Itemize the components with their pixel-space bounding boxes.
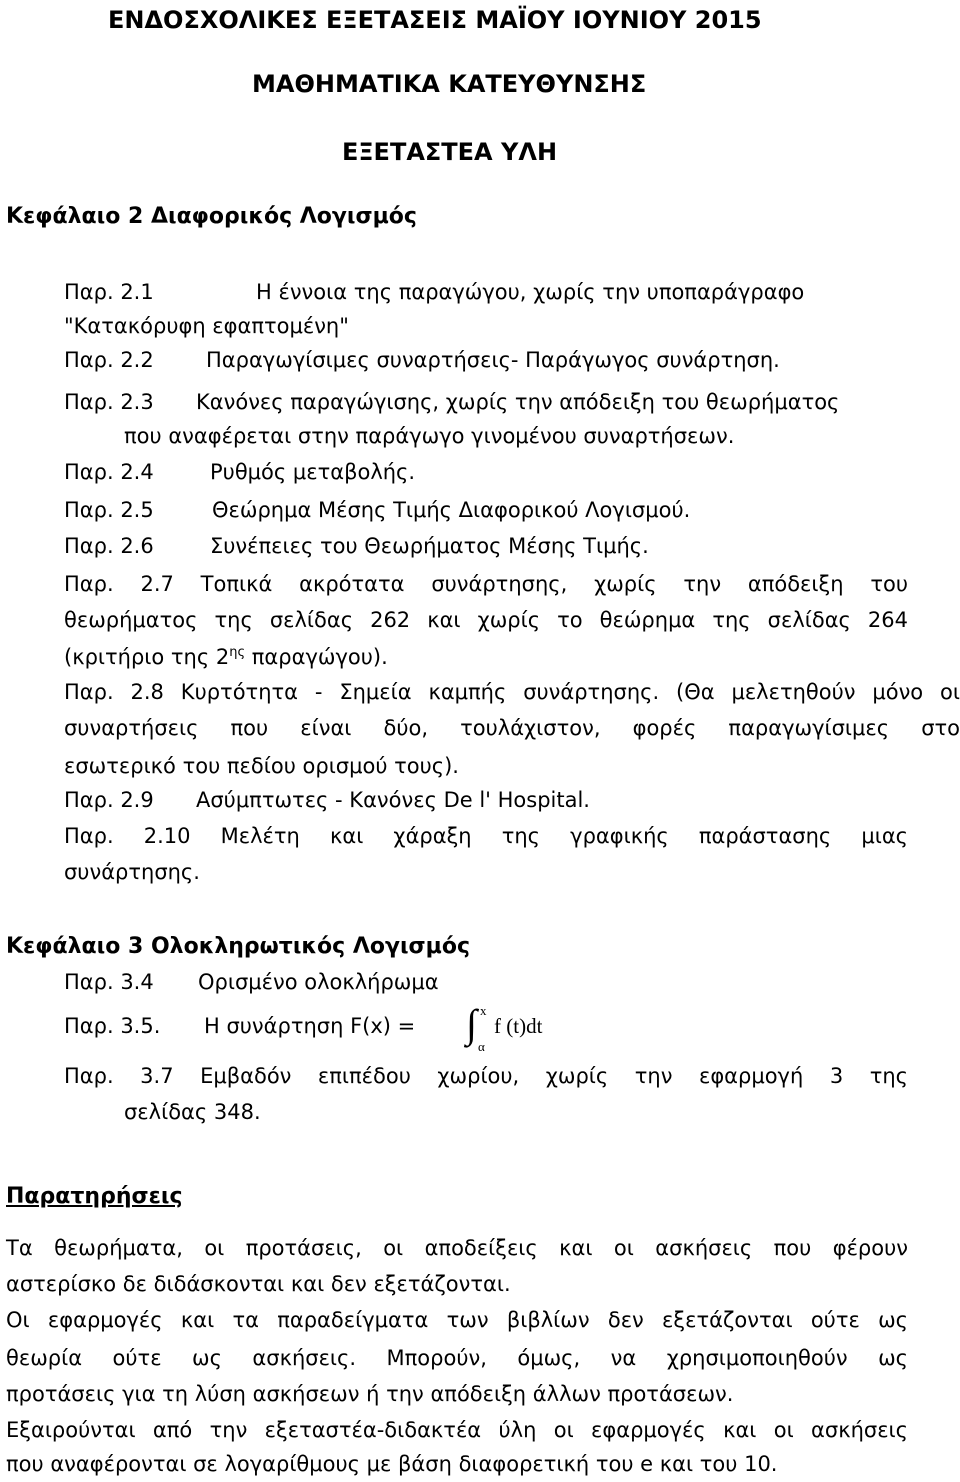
par-2-1-number: Παρ. 2.1: [64, 280, 154, 304]
par-2-4-number: Παρ. 2.4: [64, 460, 154, 484]
notes-heading: Παρατηρήσεις: [6, 1184, 183, 1209]
par-2-3-number: Παρ. 2.3: [64, 390, 154, 414]
par-2-9-number: Παρ. 2.9: [64, 788, 154, 812]
par-2-8-line-2: συναρτήσεις που είναι δύο, τουλάχιστον, φορές παραγωγίσιμες στο: [64, 716, 960, 740]
note-3-line-1: Εξαιρούνται από την εξεταστέα-διδακτέα ύλη οι εφαρμογές και οι ασκήσεις: [6, 1418, 908, 1442]
par-3-5-text: Η συνάρτηση F(x) =: [204, 1014, 416, 1038]
par-3-5-number: Παρ. 3.5.: [64, 1014, 161, 1038]
par-3-7-line-1: Παρ. 3.7 Εμβαδόν επιπέδου χωρίου, χωρίς την εφαρμογή 3 της: [64, 1064, 908, 1088]
par-2-5-text: Θεώρημα Μέσης Τιμής Διαφορικού Λογισμού.: [212, 498, 691, 522]
note-2-line-2: θεωρία ούτε ως ασκήσεις. Μπορούν, όμως, να χρησιμοποιηθούν ως: [6, 1346, 908, 1370]
chapter-3-heading: Κεφάλαιο 3 Ολοκληρωτικός Λογισμός: [6, 934, 471, 959]
par-2-5-number: Παρ. 2.5: [64, 498, 154, 522]
par-2-3-continuation: που αναφέρεται στην παράγωγο γινομένου συναρτήσεων.: [124, 424, 735, 448]
integrand: f (t)dt: [494, 1014, 543, 1038]
note-1-line-2: αστερίσκο δε διδάσκονται και δεν εξετάζονται.: [6, 1272, 511, 1296]
par-2-9-text: Ασύμπτωτες - Κανόνες De l' Hospital.: [196, 788, 590, 812]
par-2-2-text: Παραγωγίσιμες συναρτήσεις- Παράγωγος συνάρτηση.: [206, 348, 780, 372]
par-3-4-text: Ορισμένο ολοκλήρωμα: [198, 970, 439, 994]
note-2-line-1: Οι εφαρμογές και τα παραδείγματα των βιβλίων δεν εξετάζονται ούτε ως: [6, 1308, 908, 1332]
note-1-line-1: Τα θεωρήματα, οι προτάσεις, οι αποδείξεις και οι ασκήσεις που φέρουν: [6, 1236, 908, 1260]
par-2-7-line-1: Παρ. 2.7 Τοπικά ακρότατα συνάρτησης, χωρίς την απόδειξη του: [64, 572, 908, 596]
document-title: ΕΝΔΟΣΧΟΛΙΚΕΣ ΕΞΕΤΑΣΕΙΣ ΜΑΪΟΥ ΙΟΥΝΙΟΥ 2015: [108, 6, 762, 34]
par-2-8-line-3: εσωτερικό του πεδίου ορισμού τους).: [64, 754, 459, 778]
par-2-4-text: Ρυθμός μεταβολής.: [210, 460, 416, 484]
par-3-7-line-2: σελίδας 348.: [124, 1100, 261, 1124]
par-2-10-line-2: συνάρτησης.: [64, 860, 200, 884]
par-2-8-line-1: Παρ. 2.8 Κυρτότητα - Σημεία καμπής συνάρτησης. (Θα μελετηθούν μόνο οι: [64, 680, 960, 704]
integral-lower-limit: α: [478, 1039, 485, 1054]
par-2-1-text: Η έννοια της παραγώγου, χωρίς την υποπαράγραφο: [256, 280, 805, 304]
par-2-3-text: Κανόνες παραγώγισης, χωρίς την απόδειξη του θεωρήματος: [196, 390, 840, 414]
chapter-2-heading: Κεφάλαιο 2 Διαφορικός Λογισμός: [6, 204, 417, 229]
note-3-line-2: που αναφέρονται σε λογαρίθμους με βάση διαφορετική του e και του 10.: [6, 1452, 778, 1476]
note-2-line-3: προτάσεις για τη λύση ασκήσεων ή την απόδειξη άλλων προτάσεων.: [6, 1382, 734, 1406]
par-2-7-line-2: θεωρήματος της σελίδας 262 και χωρίς το θεώρημα της σελίδας 264: [64, 608, 908, 632]
par-2-1-continuation: "Κατακόρυφη εφαπτομένη": [64, 314, 349, 338]
par-2-10-line-1: Παρ. 2.10 Μελέτη και χάραξη της γραφικής παράστασης μιας: [64, 824, 908, 848]
section-title: ΕΞΕΤΑΣΤΕΑ ΥΛΗ: [342, 138, 558, 166]
par-2-2-number: Παρ. 2.2: [64, 348, 154, 372]
par-2-6-number: Παρ. 2.6: [64, 534, 154, 558]
par-2-7-line-3: (κριτήριο της $2^{\eta\varsigma}$ παραγώγου).: [64, 645, 388, 669]
par-3-4-number: Παρ. 3.4: [64, 970, 154, 994]
integral-sign: ∫: [466, 1001, 477, 1046]
subject-title: ΜΑΘΗΜΑΤΙΚΑ ΚΑΤΕΥΘΥΝΣΗΣ: [252, 70, 647, 98]
par-2-6-text: Συνέπειες του Θεωρήματος Μέσης Τιμής.: [210, 534, 649, 558]
integral-upper-limit: x: [480, 1003, 487, 1018]
